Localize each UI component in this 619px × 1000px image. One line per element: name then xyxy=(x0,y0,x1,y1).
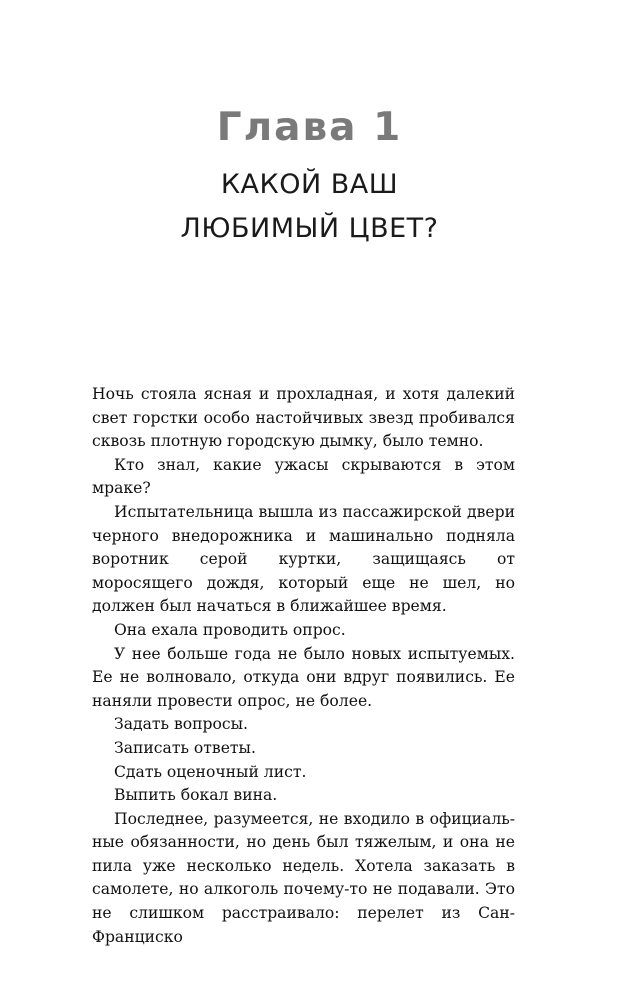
chapter-number: Глава 1 xyxy=(216,105,403,150)
paragraph: Испытательница вышла из пассажирской двери черного внедорожника и машинально подняла воротник серой куртки, защищаясь от моросящего дождя, который еще не шел, но должен был начаться в ближайшее время. xyxy=(92,502,515,616)
paragraph: Сдать оценочный лист. xyxy=(114,762,307,781)
paragraph: Выпить бокал вина. xyxy=(114,786,278,805)
chapter-body xyxy=(92,383,515,949)
paragraph: Последнее, разумеется, не входило в официальные обязанности, но день был тяжелым, и она не пила уже несколько недель. Хотела заказать в самолете, но алкоголь почему-то не подавали. Это не слишком расстраивало: перелет из Сан-Франциско xyxy=(92,809,515,946)
chapter-title-line: ЛЮБИМЫЙ ЦВЕТ? xyxy=(180,213,439,244)
paragraph: Задать вопросы. xyxy=(114,715,249,734)
paragraph: У нее больше года не было новых испытуемых. Ее не волновало, откуда они вдруг появились. Ее наняли провести опрос, не более. xyxy=(92,644,515,710)
paragraph: Кто знал, какие ужасы скрываются в этом мраке? xyxy=(92,455,515,498)
chapter-title xyxy=(0,163,619,251)
paragraph: Она ехала проводить опрос. xyxy=(114,620,346,639)
paragraph: Записать ответы. xyxy=(114,738,256,757)
paragraph: Ночь стояла ясная и прохладная, и хотя далекий свет горстки особо настойчивых звезд пробивался сквозь плотную городскую дымку, было темно. xyxy=(92,385,515,451)
chapter-title-line: КАКОЙ ВАШ xyxy=(220,169,399,200)
